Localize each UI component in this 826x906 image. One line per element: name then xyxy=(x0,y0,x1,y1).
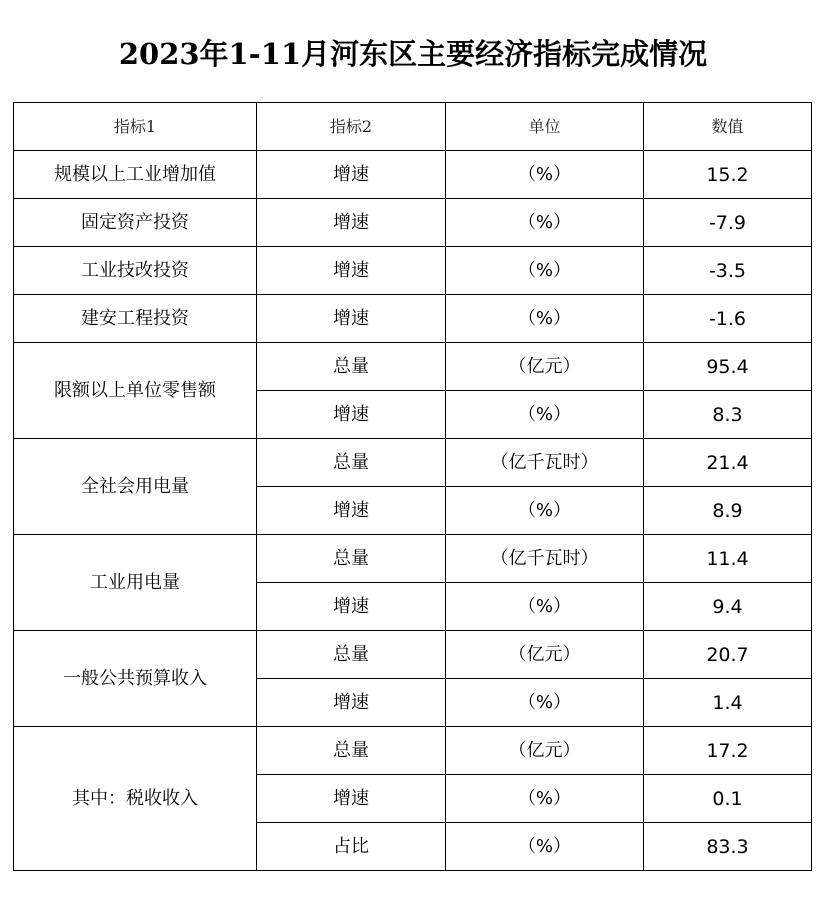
unit-cell: （亿千瓦时） xyxy=(446,535,644,583)
unit-cell: （亿千瓦时） xyxy=(446,439,644,487)
unit-cell: （亿元） xyxy=(446,631,644,679)
table-row xyxy=(14,247,812,295)
value-cell: 17.2 xyxy=(644,727,812,775)
table-row xyxy=(14,295,812,343)
value-cell: 1.4 xyxy=(644,679,812,727)
indicator2-cell: 增速 xyxy=(257,295,446,343)
indicator2-cell: 增速 xyxy=(257,487,446,535)
indicator1-cell: 一般公共预算收入 xyxy=(14,631,257,727)
indicator1-cell: 建安工程投资 xyxy=(14,295,257,343)
indicator2-cell: 增速 xyxy=(257,247,446,295)
unit-cell: （亿元） xyxy=(446,343,644,391)
header-value: 数值 xyxy=(644,103,812,151)
table-header-row xyxy=(14,103,812,151)
indicator2-cell: 增速 xyxy=(257,151,446,199)
value-cell: 8.9 xyxy=(644,487,812,535)
header-indicator1: 指标1 xyxy=(14,103,257,151)
indicator1-cell: 固定资产投资 xyxy=(14,199,257,247)
page-title: 2023年1-11月河东区主要经济指标完成情况 xyxy=(118,37,708,71)
table-row xyxy=(14,151,812,199)
unit-cell: （%） xyxy=(446,199,644,247)
header-indicator2: 指标2 xyxy=(257,103,446,151)
value-cell: 95.4 xyxy=(644,343,812,391)
indicator1-cell: 限额以上单位零售额 xyxy=(14,343,257,439)
table-row xyxy=(14,343,812,391)
indicator-table xyxy=(13,102,812,871)
unit-cell: （%） xyxy=(446,391,644,439)
value-cell: -3.5 xyxy=(644,247,812,295)
indicator1-cell: 规模以上工业增加值 xyxy=(14,151,257,199)
unit-cell: （%） xyxy=(446,679,644,727)
unit-cell: （%） xyxy=(446,295,644,343)
value-cell: 15.2 xyxy=(644,151,812,199)
unit-cell: （%） xyxy=(446,151,644,199)
indicator2-cell: 增速 xyxy=(257,775,446,823)
table-row xyxy=(14,199,812,247)
indicator2-cell: 增速 xyxy=(257,583,446,631)
unit-cell: （%） xyxy=(446,583,644,631)
value-cell: 9.4 xyxy=(644,583,812,631)
indicator2-cell: 总量 xyxy=(257,727,446,775)
value-cell: 11.4 xyxy=(644,535,812,583)
unit-cell: （亿元） xyxy=(446,727,644,775)
indicator1-cell: 工业技改投资 xyxy=(14,247,257,295)
table-row xyxy=(14,439,812,487)
value-cell: -7.9 xyxy=(644,199,812,247)
indicator1-cell: 全社会用电量 xyxy=(14,439,257,535)
value-cell: 0.1 xyxy=(644,775,812,823)
indicator2-cell: 增速 xyxy=(257,391,446,439)
value-cell: 83.3 xyxy=(644,823,812,871)
indicator2-cell: 增速 xyxy=(257,199,446,247)
value-cell: -1.6 xyxy=(644,295,812,343)
indicator2-cell: 总量 xyxy=(257,343,446,391)
table-row xyxy=(14,727,812,775)
indicator1-cell: 工业用电量 xyxy=(14,535,257,631)
unit-cell: （%） xyxy=(446,487,644,535)
unit-cell: （%） xyxy=(446,823,644,871)
indicator2-cell: 占比 xyxy=(257,823,446,871)
unit-cell: （%） xyxy=(446,775,644,823)
value-cell: 21.4 xyxy=(644,439,812,487)
indicator2-cell: 总量 xyxy=(257,439,446,487)
table-row xyxy=(14,631,812,679)
table-row xyxy=(14,535,812,583)
indicator1-cell: 其中：税收收入 xyxy=(14,727,257,871)
indicator2-cell: 总量 xyxy=(257,631,446,679)
indicator2-cell: 总量 xyxy=(257,535,446,583)
indicator2-cell: 增速 xyxy=(257,679,446,727)
unit-cell: （%） xyxy=(446,247,644,295)
value-cell: 8.3 xyxy=(644,391,812,439)
value-cell: 20.7 xyxy=(644,631,812,679)
header-unit: 单位 xyxy=(446,103,644,151)
